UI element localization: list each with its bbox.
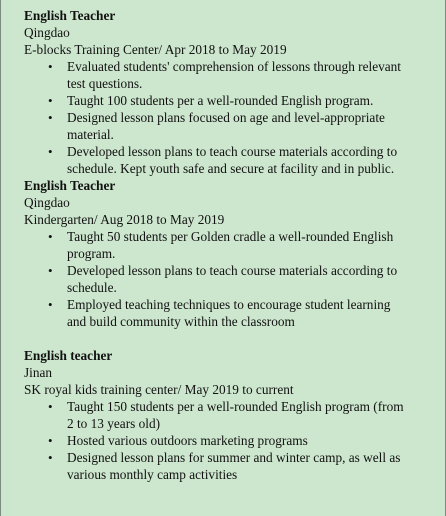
job-bullet-list bbox=[24, 228, 445, 330]
job-entry bbox=[24, 177, 445, 330]
job-bullet: • Developed lesson plans to teach course materials according to schedule. Kept youth safe and secure at facility and in public. bbox=[67, 143, 445, 177]
job-location: Jinan bbox=[24, 365, 53, 380]
job-bullet: • Developed lesson plans to teach course materials according to schedule. bbox=[67, 262, 445, 296]
job-bullet: • Designed lesson plans focused on age and level-appropriate material. bbox=[67, 109, 445, 143]
job-bullet: • Hosted various outdoors marketing programs bbox=[67, 432, 445, 449]
job-bullet: • Taught 100 students per a well-rounded English program. bbox=[67, 92, 445, 109]
job-employer-dates: Kindergarten/ Aug 2018 to May 2019 bbox=[24, 212, 225, 227]
job-location: Qingdao bbox=[24, 25, 70, 40]
job-bullet: • Designed lesson plans for summer and winter camp, as well as various monthly camp activities bbox=[67, 449, 445, 483]
job-bullet: • Employed teaching techniques to encourage student learning and build community within the classroom bbox=[67, 296, 445, 330]
job-bullet: • Taught 150 students per a well-rounded English program (from 2 to 13 years old) bbox=[67, 398, 445, 432]
job-employer-dates: SK royal kids training center/ May 2019 to current bbox=[24, 382, 294, 397]
job-bullet: • Taught 50 students per Golden cradle a well-rounded English program. bbox=[67, 228, 445, 262]
job-bullet: • Evaluated students' comprehension of lessons through relevant test questions. bbox=[67, 58, 445, 92]
job-location: Qingdao bbox=[24, 195, 70, 210]
job-bullet-list bbox=[24, 58, 445, 177]
job-title: English teacher bbox=[24, 348, 113, 363]
job-bullet-list bbox=[24, 398, 445, 483]
job-entry bbox=[24, 347, 445, 483]
job-employer-dates: E-blocks Training Center/ Apr 2018 to May 2019 bbox=[24, 42, 287, 57]
job-title: English Teacher bbox=[24, 8, 116, 23]
job-entry bbox=[24, 7, 445, 177]
job-title: English Teacher bbox=[24, 178, 116, 193]
